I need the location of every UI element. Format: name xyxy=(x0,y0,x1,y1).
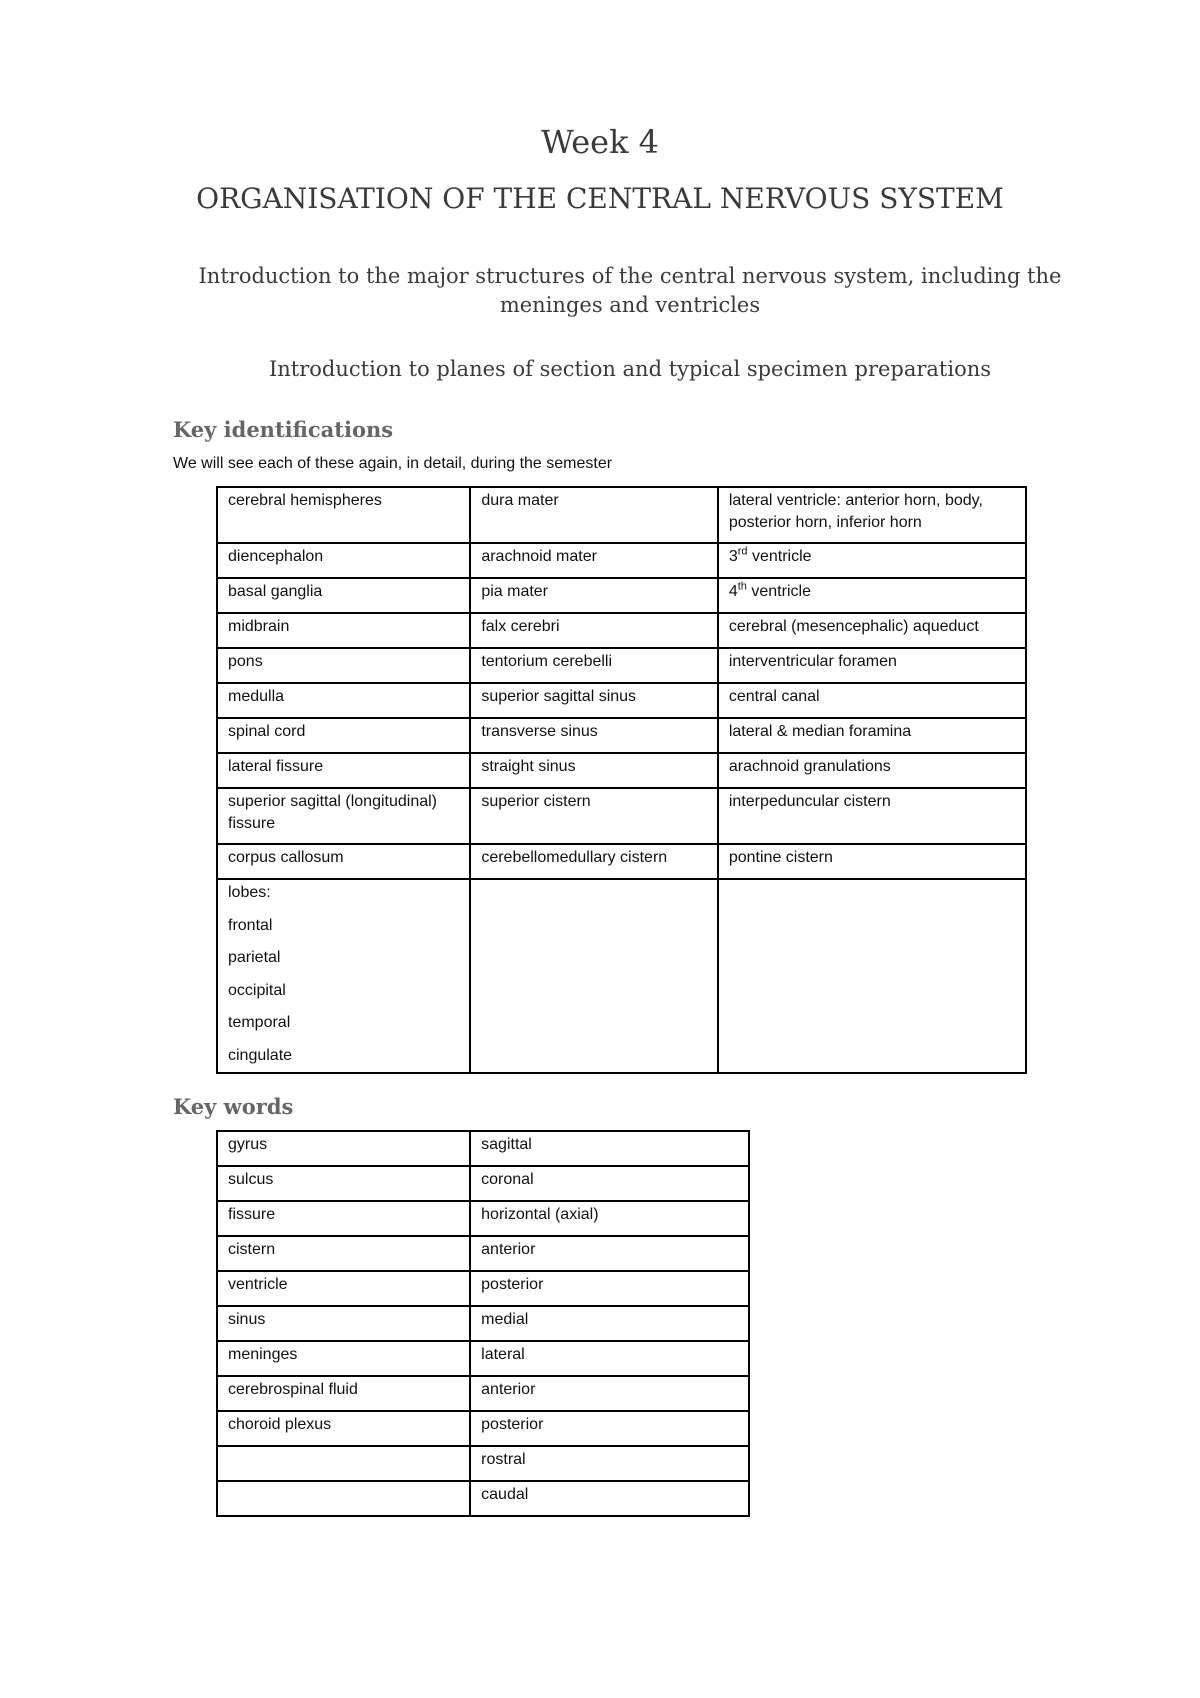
table-cell: lateral & median foramina xyxy=(718,718,1026,753)
table-cell: medulla xyxy=(217,683,470,718)
table-cell: lateral fissure xyxy=(217,753,470,788)
key-words-heading: Key words xyxy=(173,1094,294,1119)
empty-cell xyxy=(718,879,1026,1073)
table-cell: pontine cistern xyxy=(718,844,1026,879)
table-cell: diencephalon xyxy=(217,543,470,578)
table-cell: falx cerebri xyxy=(470,613,718,648)
table-cell: rostral xyxy=(470,1446,749,1481)
table-row xyxy=(217,1411,749,1446)
table-row xyxy=(217,753,1026,788)
table-row xyxy=(217,578,1026,613)
table-row xyxy=(217,1271,749,1306)
table-row xyxy=(217,1166,749,1201)
lobe-item: parietal xyxy=(228,949,281,966)
table-row xyxy=(217,543,1026,578)
table-cell: lateral ventricle: anterior horn, body, posterior horn, inferior horn xyxy=(718,487,1026,543)
table-cell: posterior xyxy=(470,1271,749,1306)
table-cell: superior cistern xyxy=(470,788,718,844)
table-cell: superior sagittal sinus xyxy=(470,683,718,718)
table-row xyxy=(217,1446,749,1481)
table-cell xyxy=(217,1446,470,1481)
table-row xyxy=(217,487,1026,543)
table-cell: basal ganglia xyxy=(217,578,470,613)
table-row xyxy=(217,788,1026,844)
table-row xyxy=(217,718,1026,753)
table-cell: dura mater xyxy=(470,487,718,543)
table-cell: pons xyxy=(217,648,470,683)
table-cell: ventricle xyxy=(217,1271,470,1306)
lobes-cell xyxy=(217,879,470,1073)
table-row xyxy=(217,683,1026,718)
table-cell: corpus callosum xyxy=(217,844,470,879)
ventricle-number: 4 xyxy=(728,583,738,600)
table-row xyxy=(217,648,1026,683)
key-words-table xyxy=(216,1130,750,1517)
lobe-item: occipital xyxy=(228,981,286,999)
table-cell: meninges xyxy=(217,1341,470,1376)
lobe-item: temporal xyxy=(228,1014,291,1031)
table-row xyxy=(217,1306,749,1341)
table-cell: choroid plexus xyxy=(217,1411,470,1446)
key-identifications-heading: Key identifications xyxy=(173,417,394,442)
table-cell: caudal xyxy=(470,1481,749,1516)
table-cell: arachnoid mater xyxy=(470,543,718,578)
ordinal-suffix: rd xyxy=(737,545,748,558)
table-cell-3rd-ventricle xyxy=(718,543,1026,578)
table-cell: midbrain xyxy=(217,613,470,648)
table-cell: sagittal xyxy=(470,1131,749,1166)
lobe-item: cingulate xyxy=(228,1046,293,1064)
intro-paragraph-2: Introduction to planes of section and typical specimen preparations xyxy=(268,357,992,381)
table-cell: horizontal (axial) xyxy=(470,1201,749,1236)
table-cell: cistern xyxy=(217,1236,470,1271)
intro-paragraph-1: Introduction to the major structures of the central nervous system, including the meninges and ventricles xyxy=(198,264,1062,317)
table-cell: anterior xyxy=(470,1236,749,1271)
empty-cell xyxy=(470,879,718,1073)
ventricle-number: 3 xyxy=(728,548,738,565)
table-cell: interventricular foramen xyxy=(718,648,1026,683)
table-cell: cerebral (mesencephalic) aqueduct xyxy=(718,613,1026,648)
table-cell: fissure xyxy=(217,1201,470,1236)
table-cell: posterior xyxy=(470,1411,749,1446)
ventricle-word: ventricle xyxy=(747,548,812,565)
table-row xyxy=(217,1236,749,1271)
table-cell: straight sinus xyxy=(470,753,718,788)
lobe-item: frontal xyxy=(228,916,273,934)
table-row xyxy=(217,613,1026,648)
table-cell: sulcus xyxy=(217,1166,470,1201)
table-cell: spinal cord xyxy=(217,718,470,753)
table-row xyxy=(217,844,1026,879)
ordinal-suffix: th xyxy=(737,580,747,593)
table-cell: interpeduncular cistern xyxy=(718,788,1026,844)
table-row xyxy=(217,1376,749,1411)
table-row xyxy=(217,1131,749,1166)
table-cell: cerebellomedullary cistern xyxy=(470,844,718,879)
key-identifications-note: We will see each of these again, in detail, during the semester xyxy=(173,455,613,472)
lobes-label: lobes: xyxy=(228,884,271,901)
page-title: ORGANISATION OF THE CENTRAL NERVOUS SYSTEM xyxy=(196,182,1004,215)
table-cell: pia mater xyxy=(470,578,718,613)
table-cell-4th-ventricle xyxy=(718,578,1026,613)
table-row xyxy=(217,1201,749,1236)
table-cell: anterior xyxy=(470,1376,749,1411)
table-cell: medial xyxy=(470,1306,749,1341)
table-cell: gyrus xyxy=(217,1131,470,1166)
week-title: Week 4 xyxy=(540,123,660,161)
ventricle-word: ventricle xyxy=(746,583,811,600)
table-row xyxy=(217,879,1026,1073)
table-cell: lateral xyxy=(470,1341,749,1376)
table-cell: tentorium cerebelli xyxy=(470,648,718,683)
table-cell: arachnoid granulations xyxy=(718,753,1026,788)
table-cell: superior sagittal (longitudinal) fissure xyxy=(217,788,470,844)
table-row xyxy=(217,1341,749,1376)
table-cell: cerebrospinal fluid xyxy=(217,1376,470,1411)
table-cell xyxy=(217,1481,470,1516)
table-cell: transverse sinus xyxy=(470,718,718,753)
key-identifications-table xyxy=(216,486,1027,1074)
table-row xyxy=(217,1481,749,1516)
table-cell: coronal xyxy=(470,1166,749,1201)
table-cell: central canal xyxy=(718,683,1026,718)
table-cell: sinus xyxy=(217,1306,470,1341)
table-cell: cerebral hemispheres xyxy=(217,487,470,543)
